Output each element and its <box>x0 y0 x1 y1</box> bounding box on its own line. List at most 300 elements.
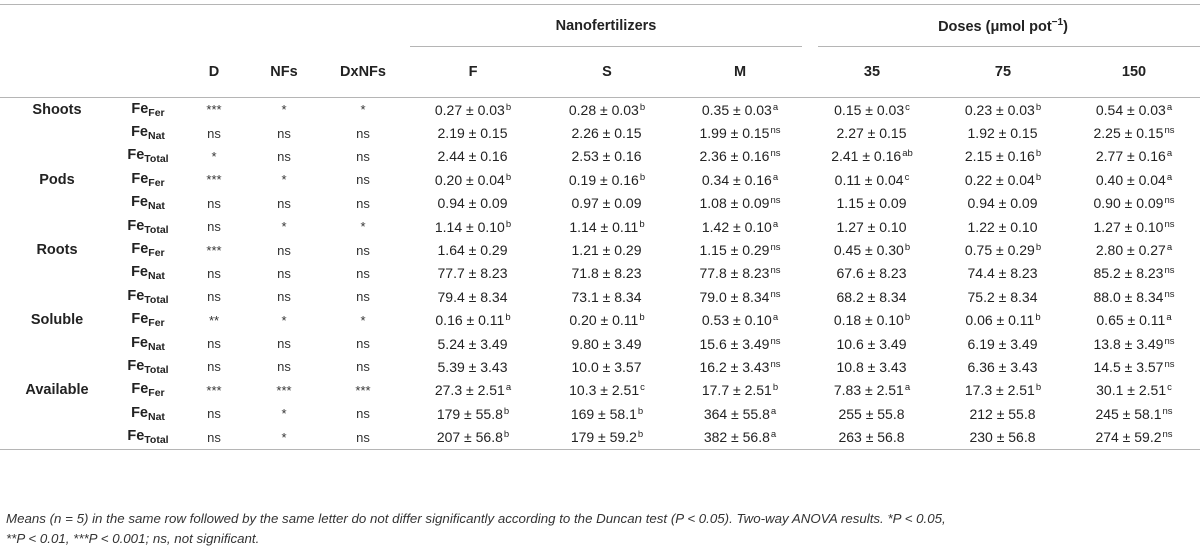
fraction-subscript: Nat <box>148 340 165 353</box>
col-f: F <box>468 64 478 80</box>
duncan-letter: b <box>639 312 645 324</box>
value-cell <box>1068 145 1200 168</box>
value-cell <box>1068 121 1200 144</box>
significance-nfs: ns <box>277 195 291 211</box>
col-d: D <box>208 64 220 80</box>
mean-value: 10.3 ± 2.51 <box>569 382 640 399</box>
mean-value: 13.8 ± 3.49 <box>1093 335 1164 352</box>
table-footnote <box>6 509 1196 549</box>
value-cell <box>406 168 540 191</box>
duncan-letter: b <box>1035 171 1042 183</box>
table-row <box>0 425 1200 449</box>
significance-nfs: *** <box>276 382 292 398</box>
tissue-label: Roots <box>36 242 78 259</box>
value-cell <box>806 98 938 122</box>
duncan-letter: c <box>1167 382 1172 394</box>
value-cell <box>674 425 806 449</box>
value-cell <box>540 355 674 378</box>
duncan-letter: a <box>772 171 779 183</box>
significance-d: *** <box>206 382 222 398</box>
value-cell <box>406 238 540 261</box>
duncan-letter: a <box>1166 242 1173 254</box>
mean-value: 0.65 ± 0.11 <box>1096 312 1166 329</box>
results-table <box>0 4 1200 450</box>
mean-value: 74.4 ± 8.23 <box>967 265 1038 282</box>
mean-value: 2.19 ± 0.15 <box>437 125 508 142</box>
fraction-label <box>108 262 180 285</box>
duncan-letter: a <box>505 382 512 394</box>
mean-value: 79.0 ± 8.34 <box>699 288 770 305</box>
mean-value: 10.6 ± 3.49 <box>836 335 907 352</box>
value-cell <box>938 121 1068 144</box>
col-35: 35 <box>863 64 881 80</box>
mean-value: 88.0 ± 8.34 <box>1093 288 1164 305</box>
fraction-subscript: Fer <box>148 387 165 400</box>
table-row <box>0 309 1200 332</box>
mean-value: 0.11 ± 0.04 <box>834 171 904 188</box>
duncan-letter: b <box>904 312 911 324</box>
group-header-row <box>0 5 1200 48</box>
mean-value: 1.92 ± 0.15 <box>967 125 1038 142</box>
mean-value: 0.15 ± 0.03 <box>834 101 905 118</box>
duncan-letter: b <box>1035 312 1041 324</box>
table-row <box>0 332 1200 355</box>
duncan-letter: ns <box>770 195 781 207</box>
significance-nfs: * <box>281 312 287 328</box>
table-body <box>0 98 1200 450</box>
duncan-letter: a <box>1166 171 1173 183</box>
duncan-letter: b <box>503 429 510 441</box>
fraction-element: Fe <box>127 217 145 234</box>
significance-dxnfs: ns <box>356 242 370 258</box>
mean-value: 2.36 ± 0.16 <box>699 148 770 165</box>
mean-value: 6.36 ± 3.43 <box>967 358 1038 375</box>
value-cell <box>806 192 938 215</box>
fraction-subscript: Fer <box>148 106 165 119</box>
mean-value: 68.2 ± 8.34 <box>836 288 907 305</box>
mean-value: 15.6 ± 3.49 <box>699 335 770 352</box>
mean-value: 6.19 ± 3.49 <box>967 335 1038 352</box>
mean-value: 2.25 ± 0.15 <box>1093 125 1164 142</box>
value-cell <box>806 309 938 332</box>
value-cell <box>540 98 674 122</box>
value-cell <box>674 262 806 285</box>
value-cell <box>1068 309 1200 332</box>
significance-d: ns <box>207 336 221 352</box>
duncan-letter: b <box>505 171 512 183</box>
mean-value: 16.2 ± 3.43 <box>699 358 770 375</box>
value-cell <box>674 192 806 215</box>
mean-value: 0.97 ± 0.09 <box>571 195 642 212</box>
significance-nfs: ns <box>277 359 291 375</box>
value-cell <box>540 425 674 449</box>
significance-nfs: ns <box>277 125 291 141</box>
value-cell <box>406 309 540 332</box>
fraction-subscript: Fer <box>148 176 165 189</box>
mean-value: 0.19 ± 0.16 <box>568 171 639 188</box>
fraction-element: Fe <box>127 428 145 445</box>
duncan-letter: ns <box>1164 218 1175 230</box>
fraction-element: Fe <box>131 334 148 351</box>
mean-value: 73.1 ± 8.34 <box>571 288 642 305</box>
table-row <box>0 121 1200 144</box>
value-cell <box>806 215 938 238</box>
duncan-letter: c <box>905 101 910 113</box>
duncan-letter: ns <box>770 125 781 137</box>
significance-d: ns <box>207 195 221 211</box>
mean-value: 212 ± 55.8 <box>969 405 1036 422</box>
fraction-subscript: Nat <box>148 200 165 213</box>
value-cell <box>406 355 540 378</box>
mean-value: 1.64 ± 0.29 <box>437 242 508 259</box>
mean-value: 67.6 ± 8.23 <box>836 265 907 282</box>
significance-nfs: ns <box>277 242 291 258</box>
fraction-element: Fe <box>131 311 149 328</box>
value-cell <box>540 215 674 238</box>
mean-value: 0.45 ± 0.30 <box>833 242 904 259</box>
value-cell <box>540 309 674 332</box>
duncan-letter: c <box>904 171 910 183</box>
significance-dxnfs: ns <box>356 336 370 352</box>
duncan-letter: ns <box>1164 335 1175 347</box>
tissue-label <box>0 285 108 308</box>
value-cell <box>1068 355 1200 378</box>
fraction-label <box>108 192 180 215</box>
mean-value: 1.27 ± 0.10 <box>836 218 907 235</box>
duncan-letter: a <box>1166 101 1173 113</box>
fraction-element: Fe <box>127 357 145 374</box>
value-cell <box>938 402 1068 425</box>
mean-value: 179 ± 55.8 <box>436 405 503 422</box>
duncan-letter: b <box>1035 148 1042 160</box>
mean-value: 1.14 ± 0.10 <box>434 218 505 235</box>
duncan-letter: b <box>904 242 911 254</box>
value-cell <box>938 309 1068 332</box>
mean-value: 85.2 ± 8.23 <box>1093 265 1164 282</box>
duncan-letter: ns <box>770 358 781 370</box>
table-row <box>0 168 1200 191</box>
fraction-subscript: Total <box>144 293 169 306</box>
mean-value: 1.99 ± 0.15 <box>699 125 770 142</box>
value-cell <box>938 262 1068 285</box>
duncan-letter: ns <box>770 335 781 347</box>
mean-value: 0.90 ± 0.09 <box>1093 195 1164 212</box>
duncan-letter: a <box>772 218 779 230</box>
significance-dxnfs: ns <box>356 289 370 305</box>
tissue-label <box>0 192 108 215</box>
duncan-letter: ns <box>770 242 781 254</box>
significance-d: ns <box>207 265 221 281</box>
mean-value: 0.75 ± 0.29 <box>964 242 1035 259</box>
tissue-label: Pods <box>39 171 75 188</box>
duncan-letter: ns <box>1164 125 1175 137</box>
value-cell <box>806 355 938 378</box>
mean-value: 27.3 ± 2.51 <box>434 382 505 399</box>
mean-value: 7.83 ± 2.51 <box>833 382 904 399</box>
value-cell <box>406 192 540 215</box>
mean-value: 0.40 ± 0.04 <box>1095 171 1166 188</box>
mean-value: 274 ± 59.2 <box>1095 429 1162 446</box>
duncan-letter: ns <box>770 288 781 300</box>
mean-value: 0.94 ± 0.09 <box>437 195 508 212</box>
fraction-subscript: Total <box>144 434 169 447</box>
significance-dxnfs: *** <box>355 382 371 398</box>
value-cell <box>938 192 1068 215</box>
value-cell <box>674 168 806 191</box>
mean-value: 169 ± 58.1 <box>570 405 637 422</box>
duncan-letter: a <box>770 405 777 417</box>
mean-value: 2.44 ± 0.16 <box>437 148 508 165</box>
significance-dxnfs: * <box>360 219 366 235</box>
significance-dxnfs: ns <box>356 195 370 211</box>
significance-dxnfs: * <box>320 98 406 122</box>
mean-value: 9.80 ± 3.49 <box>571 335 642 352</box>
mean-value: 0.20 ± 0.11 <box>569 312 639 329</box>
mean-value: 2.15 ± 0.16 <box>964 148 1035 165</box>
duncan-letter: ns <box>1164 195 1175 207</box>
fraction-label <box>108 145 180 168</box>
table-row <box>0 262 1200 285</box>
value-cell <box>938 98 1068 122</box>
fraction-label <box>108 402 180 425</box>
mean-value: 0.06 ± 0.11 <box>965 312 1035 329</box>
fraction-subscript: Nat <box>148 270 165 283</box>
mean-value: 79.4 ± 8.34 <box>437 288 508 305</box>
value-cell <box>938 379 1068 402</box>
fraction-element: Fe <box>131 170 149 187</box>
significance-d: *** <box>180 98 248 122</box>
fraction-label <box>108 98 180 122</box>
mean-value: 0.16 ± 0.11 <box>435 312 505 329</box>
tissue-label <box>0 425 108 449</box>
table-row <box>0 285 1200 308</box>
significance-d: ns <box>207 289 221 305</box>
mean-value: 14.5 ± 3.57 <box>1093 358 1164 375</box>
fraction-label <box>108 309 180 332</box>
value-cell <box>674 332 806 355</box>
fraction-element: Fe <box>131 381 149 398</box>
fraction-label <box>108 215 180 238</box>
mean-value: 77.7 ± 8.23 <box>437 265 508 282</box>
mean-value: 1.08 ± 0.09 <box>699 195 770 212</box>
fraction-subscript: Total <box>144 223 169 236</box>
mean-value: 245 ± 58.1 <box>1095 405 1162 422</box>
fraction-element: Fe <box>127 147 145 164</box>
duncan-letter: c <box>640 382 645 394</box>
duncan-letter: b <box>639 171 646 183</box>
fraction-element: Fe <box>131 264 148 281</box>
tissue-label <box>0 262 108 285</box>
mean-value: 5.24 ± 3.49 <box>437 335 508 352</box>
table-row <box>0 145 1200 168</box>
value-cell <box>806 402 938 425</box>
tissue-label: Soluble <box>30 312 84 329</box>
duncan-letter: a <box>1166 312 1172 324</box>
duncan-letter: ns <box>1164 358 1175 370</box>
value-cell <box>806 238 938 261</box>
value-cell <box>938 425 1068 449</box>
value-cell <box>938 215 1068 238</box>
mean-value: 1.27 ± 0.10 <box>1093 218 1164 235</box>
value-cell <box>1068 168 1200 191</box>
significance-d: ns <box>180 425 248 449</box>
mean-value: 207 ± 56.8 <box>436 429 503 446</box>
mean-value: 263 ± 56.8 <box>838 429 905 446</box>
value-cell <box>806 168 938 191</box>
col-dxnfs: DxNFs <box>340 64 386 80</box>
value-cell <box>674 309 806 332</box>
mean-value: 1.22 ± 0.10 <box>967 218 1038 235</box>
value-cell <box>938 238 1068 261</box>
fraction-label <box>108 238 180 261</box>
duncan-letter: ns <box>770 148 781 160</box>
value-cell <box>1068 425 1200 449</box>
fraction-subscript: Nat <box>148 410 165 423</box>
mean-value: 30.1 ± 2.51 <box>1096 382 1167 399</box>
value-cell <box>540 145 674 168</box>
value-cell <box>406 332 540 355</box>
table-row <box>0 402 1200 425</box>
value-cell <box>806 379 938 402</box>
value-cell <box>540 379 674 402</box>
significance-d: ns <box>207 359 221 375</box>
doses-group-header: Doses (μmol pot$^{-1}$) <box>806 5 1200 48</box>
significance-dxnfs: ns <box>356 125 370 141</box>
fraction-label <box>108 355 180 378</box>
value-cell <box>806 262 938 285</box>
mean-value: 0.20 ± 0.04 <box>434 171 505 188</box>
mean-value: 230 ± 56.8 <box>969 429 1036 446</box>
mean-value: 1.15 ± 0.09 <box>836 195 907 212</box>
significance-d: ns <box>207 125 221 141</box>
value-cell <box>1068 238 1200 261</box>
duncan-letter: ns <box>1164 265 1175 277</box>
value-cell <box>540 168 674 191</box>
value-cell <box>806 425 938 449</box>
mean-value: 2.80 ± 0.27 <box>1095 242 1166 259</box>
mean-value: 255 ± 55.8 <box>838 405 905 422</box>
significance-d: ns <box>207 219 221 235</box>
duncan-letter: b <box>505 312 511 324</box>
value-cell <box>938 332 1068 355</box>
fraction-label <box>108 425 180 449</box>
duncan-letter: a <box>772 101 779 113</box>
table-row <box>0 238 1200 261</box>
value-cell <box>806 145 938 168</box>
duncan-letter: ns <box>1162 405 1173 417</box>
mean-value: 17.7 ± 2.51 <box>701 382 772 399</box>
tissue-label <box>0 332 108 355</box>
value-cell <box>1068 285 1200 308</box>
mean-value: 0.35 ± 0.03 <box>701 101 772 118</box>
value-cell <box>406 402 540 425</box>
fraction-element: Fe <box>131 124 148 141</box>
fraction-label <box>108 168 180 191</box>
value-cell <box>1068 192 1200 215</box>
value-cell <box>674 215 806 238</box>
mean-value: 179 ± 59.2 <box>570 429 637 446</box>
value-cell <box>674 355 806 378</box>
duncan-letter: ns <box>770 265 781 277</box>
duncan-letter: b <box>1035 382 1042 394</box>
tissue-label <box>0 121 108 144</box>
significance-nfs: * <box>248 425 320 449</box>
col-m: M <box>733 64 747 80</box>
significance-nfs: * <box>248 98 320 122</box>
value-cell <box>406 379 540 402</box>
fraction-subscript: Nat <box>148 130 165 143</box>
mean-value: 364 ± 55.8 <box>703 405 770 422</box>
duncan-letter: b <box>503 405 510 417</box>
duncan-letter: a <box>772 312 779 324</box>
fraction-subscript: Total <box>144 153 169 166</box>
fraction-element: Fe <box>131 241 149 258</box>
significance-nfs: ns <box>277 148 291 164</box>
duncan-letter: b <box>505 218 512 230</box>
mean-value: 1.21 ± 0.29 <box>571 242 642 259</box>
fraction-subscript: Total <box>144 363 169 376</box>
duncan-letter: ab <box>902 148 913 160</box>
significance-nfs: ns <box>277 289 291 305</box>
mean-value: 382 ± 56.8 <box>703 429 770 446</box>
value-cell <box>674 285 806 308</box>
value-cell <box>938 145 1068 168</box>
table-row <box>0 192 1200 215</box>
duncan-letter: b <box>639 218 645 230</box>
significance-d: *** <box>206 242 222 258</box>
significance-dxnfs: * <box>360 312 366 328</box>
duncan-letter: a <box>770 429 777 441</box>
value-cell <box>406 121 540 144</box>
col-nfs: NFs <box>270 64 298 80</box>
significance-dxnfs: ns <box>356 359 370 375</box>
value-cell <box>938 355 1068 378</box>
tissue-label: Shoots <box>0 98 108 122</box>
table-row <box>0 379 1200 402</box>
value-cell <box>674 121 806 144</box>
col-s: S <box>602 64 612 80</box>
tissue-label <box>0 402 108 425</box>
duncan-letter: b <box>1035 101 1042 113</box>
column-header-row <box>0 47 1200 98</box>
significance-dxnfs: ns <box>356 265 370 281</box>
significance-nfs: * <box>281 406 287 422</box>
value-cell <box>806 285 938 308</box>
duncan-letter: ns <box>1164 288 1175 300</box>
fraction-element: Fe <box>131 404 148 421</box>
mean-value: 0.27 ± 0.03 <box>434 101 505 118</box>
mean-value: 0.54 ± 0.03 <box>1095 101 1166 118</box>
tissue-label <box>0 215 108 238</box>
value-cell <box>1068 215 1200 238</box>
duncan-letter: b <box>1035 242 1042 254</box>
nanofertilizers-group-header: Nanofertilizers <box>406 5 806 48</box>
value-cell <box>406 98 540 122</box>
fraction-element: Fe <box>131 194 148 211</box>
value-cell <box>1068 98 1200 122</box>
value-cell <box>406 215 540 238</box>
value-cell <box>406 262 540 285</box>
fraction-element: Fe <box>131 100 149 117</box>
mean-value: 17.3 ± 2.51 <box>964 382 1035 399</box>
mean-value: 2.53 ± 0.16 <box>571 148 642 165</box>
significance-d: * <box>211 148 217 164</box>
fraction-label <box>108 379 180 402</box>
mean-value: 1.42 ± 0.10 <box>701 218 772 235</box>
significance-nfs: ns <box>277 265 291 281</box>
value-cell <box>938 285 1068 308</box>
col-75: 75 <box>994 64 1012 80</box>
